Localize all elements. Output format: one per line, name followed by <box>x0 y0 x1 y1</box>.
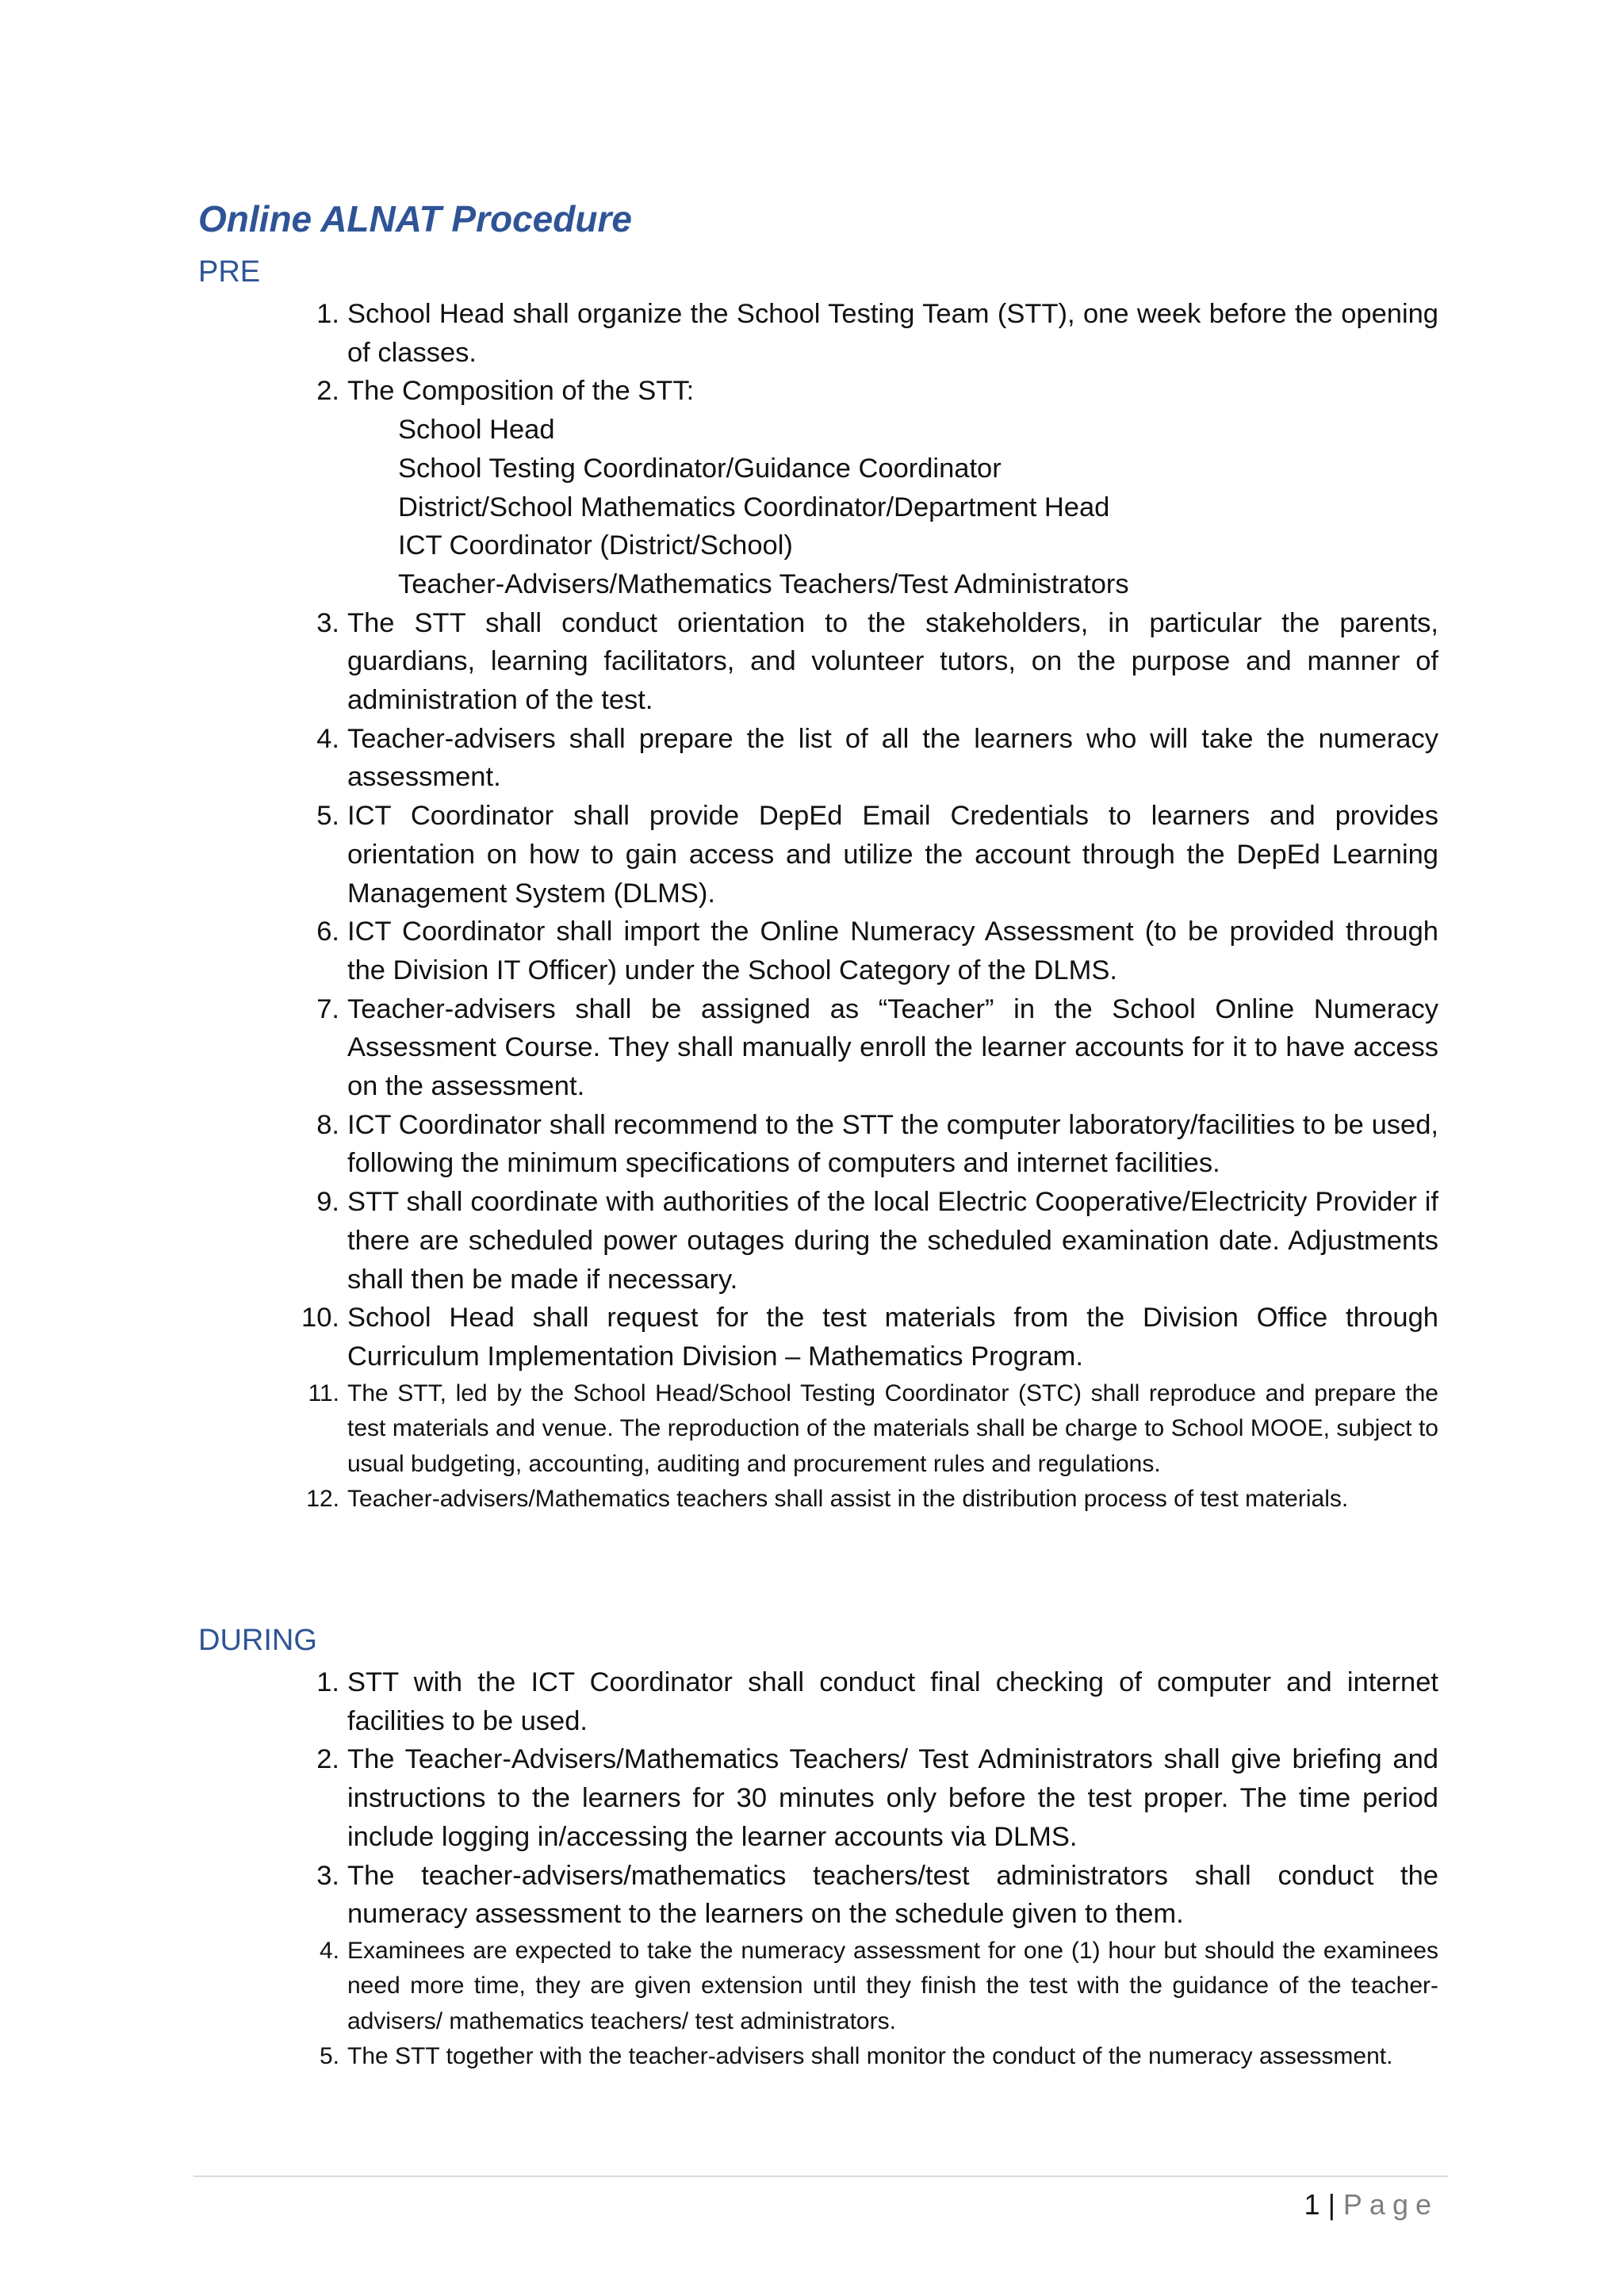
list-item <box>295 1857 1438 1934</box>
item-number: 2. <box>316 1744 339 1775</box>
list-item <box>295 1299 1438 1376</box>
list-item <box>295 2039 1438 2075</box>
item-number: 1. <box>316 1667 339 1697</box>
item-text: School Head shall request for the test materials from the Division Office through Curriculum Implementation Division – Mathematics Program. <box>347 1303 1438 1372</box>
item-text: The STT together with the teacher-advisers shall monitor the conduct of the numeracy assessment. <box>347 2043 1393 2070</box>
sub-item: School Head <box>398 415 555 446</box>
item-number: 3. <box>316 607 339 638</box>
item-text: The STT shall conduct orientation to the stakeholders, in particular the parents, guardians, learning facilitators, and volunteer tutors, on the purpose and manner of administration of the test. <box>347 607 1438 716</box>
item-number: 9. <box>316 1187 339 1218</box>
item-text: ICT Coordinator shall provide DepEd Email Credentials to learners and provides orientation on how to gain access and utilize the account through the DepEd Learning Management System (DLMS). <box>347 801 1438 909</box>
list-item <box>295 1663 1438 1740</box>
list-item <box>295 1183 1438 1299</box>
item-number: 5. <box>316 801 339 832</box>
sub-item: ICT Coordinator (District/School) <box>398 530 793 561</box>
item-text: Teacher-advisers shall be assigned as “Teacher” in the School Online Numeracy Assessment Course. They shall manually enroll the learner accounts for it to have access on the assessment. <box>347 993 1438 1102</box>
page-label: Page <box>1342 2188 1438 2221</box>
list-item <box>295 720 1438 797</box>
list-item <box>295 372 1438 603</box>
item-number: 11. <box>308 1380 339 1406</box>
item-text: STT shall coordinate with authorities of the local Electric Cooperative/Electricity Provider if there are scheduled power outages during the scheduled examination date. Adjustments shall then be made if necessary. <box>347 1187 1438 1295</box>
item-text: Teacher-advisers shall prepare the list of all the learners who will take the numeracy assessment. <box>347 723 1438 793</box>
item-number: 12. <box>306 1486 339 1513</box>
list-item <box>295 1106 1438 1183</box>
list-item <box>295 604 1438 720</box>
item-text: Examinees are expected to take the numeracy assessment for one (1) hour but should the examinees need more time, they are given extension until they finish the test with the guidance of the teacher-advisers/ mathematics teachers/ test administrators. <box>347 1937 1438 2034</box>
list-item <box>295 1934 1438 2040</box>
item-text: The Composition of the STT: <box>347 376 695 407</box>
section-heading-pre: PRE <box>198 255 261 289</box>
footer-divider <box>193 2175 1448 2177</box>
item-text: ICT Coordinator shall recommend to the STT the computer laboratory/facilities to be used, following the minimum specifications of computers and internet facilities. <box>347 1109 1438 1179</box>
item-number: 2. <box>316 376 339 407</box>
sub-item: School Testing Coordinator/Guidance Coordinator <box>398 453 1002 484</box>
item-number: 10. <box>301 1303 339 1334</box>
item-text: The STT, led by the School Head/School Testing Coordinator (STC) shall reproduce and prepare the test materials and venue. The reproduction of the materials shall be charge to School MOOE, subject to usual budgeting, accounting, auditing and procurement rules and regulations. <box>347 1380 1438 1477</box>
sub-item: Teacher-Advisers/Mathematics Teachers/Test Administrators <box>398 568 1129 599</box>
during-list <box>295 1663 1438 2075</box>
page-number: 1 <box>1304 2188 1320 2221</box>
item-number: 4. <box>319 1937 339 1964</box>
item-number: 7. <box>316 993 339 1024</box>
item-number: 5. <box>319 2043 339 2070</box>
footer-separator: | <box>1327 2188 1335 2221</box>
item-text: The teacher-advisers/mathematics teachers/test administrators shall conduct the numeracy assessment to the learners on the schedule given to them. <box>347 1860 1438 1930</box>
stt-composition-list <box>347 411 1438 604</box>
item-number: 8. <box>316 1109 339 1140</box>
item-number: 4. <box>316 723 339 754</box>
list-item <box>295 913 1438 989</box>
sub-item: District/School Mathematics Coordinator/Department Head <box>398 492 1110 522</box>
list-item <box>295 295 1438 372</box>
item-text: ICT Coordinator shall import the Online Numeracy Assessment (to be provided through the Division IT Officer) under the School Category of the DLMS. <box>347 916 1438 985</box>
pre-list <box>295 295 1438 1517</box>
item-text: Teacher-advisers/Mathematics teachers shall assist in the distribution process of test materials. <box>347 1486 1349 1513</box>
item-number: 6. <box>316 916 339 947</box>
list-item <box>295 1482 1438 1517</box>
page-footer <box>1304 2185 1438 2225</box>
item-text: STT with the ICT Coordinator shall conduct final checking of computer and internet facilities to be used. <box>347 1667 1438 1736</box>
item-number: 3. <box>316 1860 339 1891</box>
list-item <box>295 797 1438 913</box>
list-item <box>295 990 1438 1106</box>
document-title: Online ALNAT Procedure <box>198 198 632 239</box>
item-text: School Head shall organize the School Testing Team (STT), one week before the opening of classes. <box>347 299 1438 368</box>
section-heading-during: DURING <box>198 1624 317 1657</box>
list-item <box>295 1740 1438 1856</box>
item-number: 1. <box>316 299 339 329</box>
item-text: The Teacher-Advisers/Mathematics Teachers/ Test Administrators shall give briefing and instructions to the learners for 30 minutes only before the test proper. The time period include logging in/accessing the learner accounts via DLMS. <box>347 1744 1438 1852</box>
list-item <box>295 1376 1438 1483</box>
